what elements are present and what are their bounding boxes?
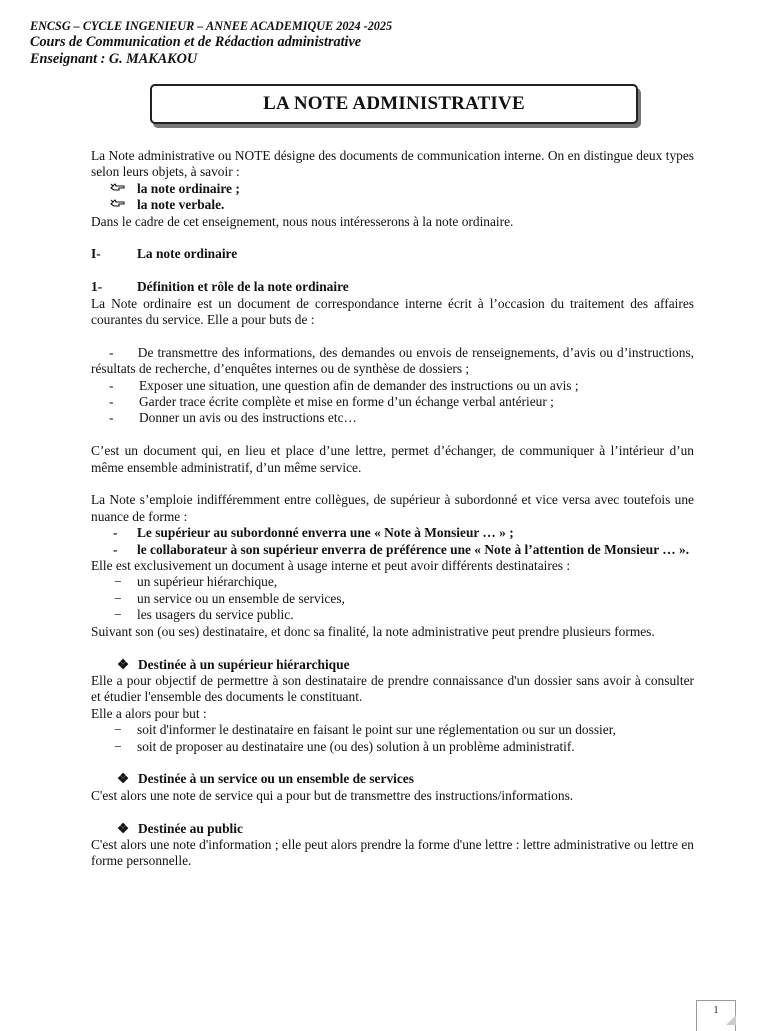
public-paragraph: C'est alors une note d'information ; elle peut alors prendre la forme d'une lettre : lettre administrative ou lettre en forme personnelle. [91,836,694,869]
finality-paragraph: Suivant son (ou ses) destinataire, et donc sa finalité, la note administrative peut prendre plusieurs formes. [91,623,655,639]
usage-paragraph: La Note s’emploie indifféremment entre collègues, de supérieur à subordonné et vice versa avec toutefois une nuance de forme : [91,492,694,524]
page-title: LA NOTE ADMINISTRATIVE [150,84,638,124]
list-item: la note verbale. [91,197,694,213]
list-item: - De transmettre des informations, des demandes ou envois de renseignements, d’avis ou d’instructions, résultats de recherche, d’enquêtes internes ou de synthèse de dossiers ; [91,344,695,377]
page-number: 1 [696,1000,736,1031]
subheading-superieur: ❖ Destinée à un supérieur hiérarchique [117,656,350,672]
document-paragraph: C’est un document qui, en lieu et place d’une lettre, permet d’échanger, de communiquer à l’intérieur d’un même ensemble administratif, d’un même service. [91,443,694,475]
header-teacher: Enseignant : G. MAKAKOU [30,50,198,67]
list-item: - Donner un avis ou des instructions etc… [109,410,357,426]
document-header [30,19,392,67]
section-heading: I- La note ordinaire [91,246,238,262]
diamond-bullet-icon: ❖ [117,771,130,787]
list-item: la note ordinaire ; [91,181,694,197]
subsection-heading: 1- Définition et rôle de la note ordinaire [91,279,349,295]
list-item: - le collaborateur à son supérieur enverra de préférence une « Note à l’attention de Monsieur … ». [113,541,690,557]
pointing-hand-icon [110,181,128,197]
list-item: − un service ou un ensemble de services, [114,590,345,606]
definition-paragraph: La Note ordinaire est un document de correspondance interne écrit à l’occasion du traitement des affaires courantes du service. Elle a pour buts de : [91,295,694,328]
diamond-bullet-icon: ❖ [117,820,130,836]
list-item: - Garder trace écrite complète et mise en forme d’un échange verbal antérieur ; [109,394,554,410]
diamond-bullet-icon: ❖ [117,656,130,672]
list-item: − les usagers du service public. [114,607,294,623]
document-body [91,148,694,870]
list-item: − un supérieur hiérarchique, [114,574,278,590]
list-item: − soit de proposer au destinataire une (ou des) solution à un problème administratif. [114,738,575,754]
header-institution: ENCSG – CYCLE INGENIEUR – ANNEE ACADEMIQUE 2024 -2025 [30,19,393,33]
destinataires-intro: Elle est exclusivement un document à usage interne et peut avoir différents destinataires : [91,558,571,574]
intro-after: Dans le cadre de cet enseignement, nous nous intéresserons à la note ordinaire. [91,213,514,229]
superieur-paragraph: Elle a pour objectif de permettre à son destinataire de prendre connaissance d'un dossier sans avoir à consulter et étudier l'ensemble des documents le constituant. [91,672,694,705]
subheading-public: ❖ Destinée au public [117,820,243,836]
intro-paragraph: La Note administrative ou NOTE désigne des documents de communication interne. On en distingue deux types selon leurs objets, à savoir : [91,148,694,180]
superieur-but: Elle a alors pour but : [91,705,207,721]
list-item: - Exposer une situation, une question afin de demander des instructions ou un avis ; [109,377,579,393]
list-item: - Le supérieur au subordonné enverra une « Note à Monsieur … » ; [113,525,514,541]
pointing-hand-icon [110,197,128,213]
service-paragraph: C'est alors une note de service qui a pour but de transmettre des instructions/informations. [91,787,574,803]
header-course: Cours de Communication et de Rédaction administrative [30,34,362,50]
subheading-service: ❖ Destinée à un service ou un ensemble de services [117,771,414,787]
list-item: − soit d'informer le destinataire en faisant le point sur une réglementation ou sur un dossier, [114,722,616,738]
